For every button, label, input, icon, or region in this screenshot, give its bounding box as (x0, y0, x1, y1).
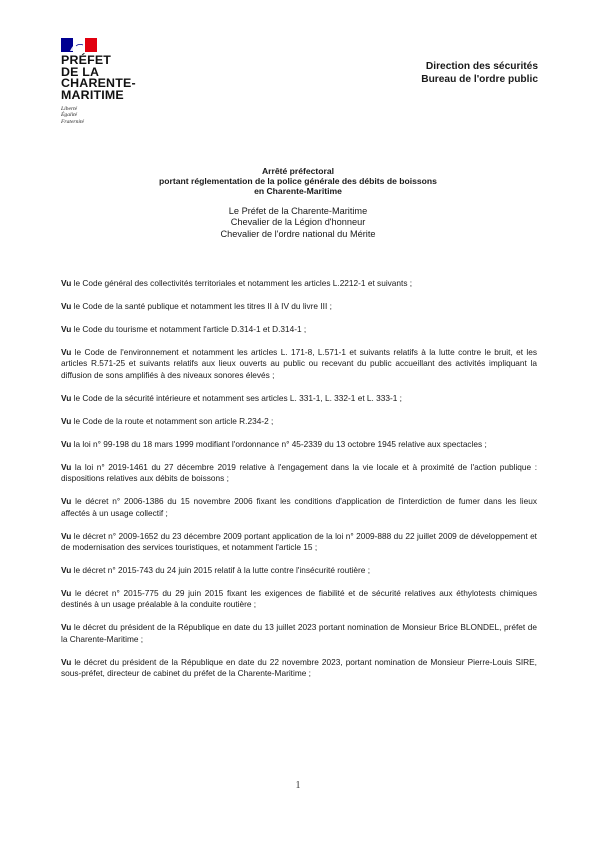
visa-paragraph (61, 531, 537, 553)
visa-text: le décret n° 2006-1386 du 15 novembre 2006 fixant les conditions d'application de l'interdiction de fumer dans les lieux affectés à un usage collectif ; (61, 496, 537, 518)
issuing-service (421, 60, 538, 86)
authority-line: Chevalier de l'ordre national du Mérite (220, 228, 376, 239)
visa-paragraph (61, 324, 537, 335)
visa-paragraph (61, 462, 537, 484)
republic-motto (61, 106, 151, 125)
motto-line: Fraternité (61, 118, 84, 125)
title-line: portant réglementation de la police générale des débits de boissons (159, 176, 437, 186)
visa-paragraph (61, 278, 537, 289)
page-number: 1 (295, 780, 301, 791)
authority-line: Chevalier de la Légion d'honneur (230, 217, 366, 228)
visa-keyword: Vu (61, 656, 72, 667)
logo-line: CHARENTE- (61, 76, 136, 90)
document-title (60, 166, 536, 196)
visa-paragraph (61, 565, 537, 576)
visa-paragraph (61, 439, 537, 450)
authority-line: Le Préfet de la Charente-Maritime (228, 206, 368, 216)
visa-text: le Code de la route et notamment son article R.234-2 ; (73, 415, 274, 426)
visa-text: le Code de l'environnement et notamment les articles L. 171-8, L.571-1 et suivants relatifs à la lutte contre le bruit, et les articles R.571-25 et suivants relatifs aux lieux ouverts au public ou recevant du public accueillant des activités impliquant la diffusion de sons amplifiés à des niveaux sonores élevés ; (61, 347, 537, 380)
visa-text: le décret n° 2015-743 du 24 juin 2015 relatif à la lutte contre l'insécurité routière ; (73, 564, 371, 575)
visa-text: le décret n° 2015-775 du 29 juin 2015 fixant les exigences de fiabilité et de sécurité relatives aux éthylotests chimiques destinés à un usage préalable à la conduite routière ; (61, 588, 537, 610)
visa-paragraph (61, 416, 537, 427)
visas-list (61, 278, 537, 691)
visa-paragraph (61, 622, 537, 644)
visa-paragraph (61, 588, 537, 610)
logo-line: DE LA (61, 64, 100, 79)
issuing-authority (60, 206, 536, 240)
prefecture-logo (61, 38, 151, 125)
bureau-name: Bureau de l'ordre public (421, 74, 538, 85)
visa-keyword: Vu (61, 324, 72, 335)
visa-keyword: Vu (61, 392, 72, 403)
visa-keyword: Vu (61, 278, 72, 288)
visa-keyword: Vu (61, 622, 72, 633)
logo-line: PRÉFET (61, 53, 112, 67)
visa-paragraph (61, 347, 537, 381)
visa-text: le Code de la santé publique et notamment les titres II à IV du livre III ; (73, 301, 332, 312)
visa-keyword: Vu (61, 588, 72, 599)
visa-keyword: Vu (61, 564, 72, 575)
logo-line: MARITIME (61, 87, 124, 102)
motto-line: Liberté (61, 106, 78, 112)
visa-keyword: Vu (61, 496, 72, 507)
visa-text: le décret du président de la République en date du 22 novembre 2023, portant nomination de Monsieur Pierre-Louis SIRE, sous-préfet, directeur de cabinet du préfet de la Charente-Maritime ; (61, 656, 537, 678)
title-line: en Charente-Maritime (254, 186, 342, 196)
visa-paragraph (61, 657, 537, 679)
visa-keyword: Vu (61, 347, 72, 358)
visa-keyword: Vu (61, 301, 72, 312)
prefecture-name (61, 55, 151, 101)
visa-text: la loi n° 99-198 du 18 mars 1999 modifiant l'ordonnance n° 45-2339 du 13 octobre 1945 relative aux spectacles ; (73, 438, 487, 449)
visa-text: le Code du tourisme et notamment l'article D.314-1 et D.314-1 ; (73, 324, 307, 335)
visa-keyword: Vu (61, 530, 72, 541)
visa-text: le décret n° 2009-1652 du 23 décembre 2009 portant application de la loi n° 2009-888 du 22 juillet 2009 de développement et de modernisation des services touristiques, et notamment l'article 15 ; (61, 530, 537, 552)
visa-keyword: Vu (61, 438, 72, 449)
direction-name: Direction des sécurités (425, 61, 538, 72)
visa-text: le Code de la sécurité intérieure et notamment ses articles L. 331-1, L. 332-1 et L. 333-1 ; (73, 392, 402, 403)
title-line: Arrêté préfectoral (261, 166, 335, 176)
marianne-flag-icon (61, 38, 97, 52)
visa-paragraph (61, 301, 537, 312)
visa-text: la loi n° 2019-1461 du 27 décembre 2019 relative à l'engagement dans la vie locale et à proximité de l'action publique : dispositions relatives aux débits de boissons ; (61, 462, 537, 484)
visa-paragraph (61, 496, 537, 518)
visa-keyword: Vu (61, 415, 72, 426)
visa-text: le Code général des collectivités territoriales et notamment les articles L.2212-1 et suivants ; (73, 278, 413, 288)
visa-paragraph (61, 393, 537, 404)
visa-text: le décret du président de la République en date du 13 juillet 2023 portant nomination de Monsieur Brice BLONDEL, préfet de la Charente-Maritime ; (61, 622, 537, 644)
motto-line: Égalité (61, 112, 78, 119)
visa-keyword: Vu (61, 462, 72, 473)
